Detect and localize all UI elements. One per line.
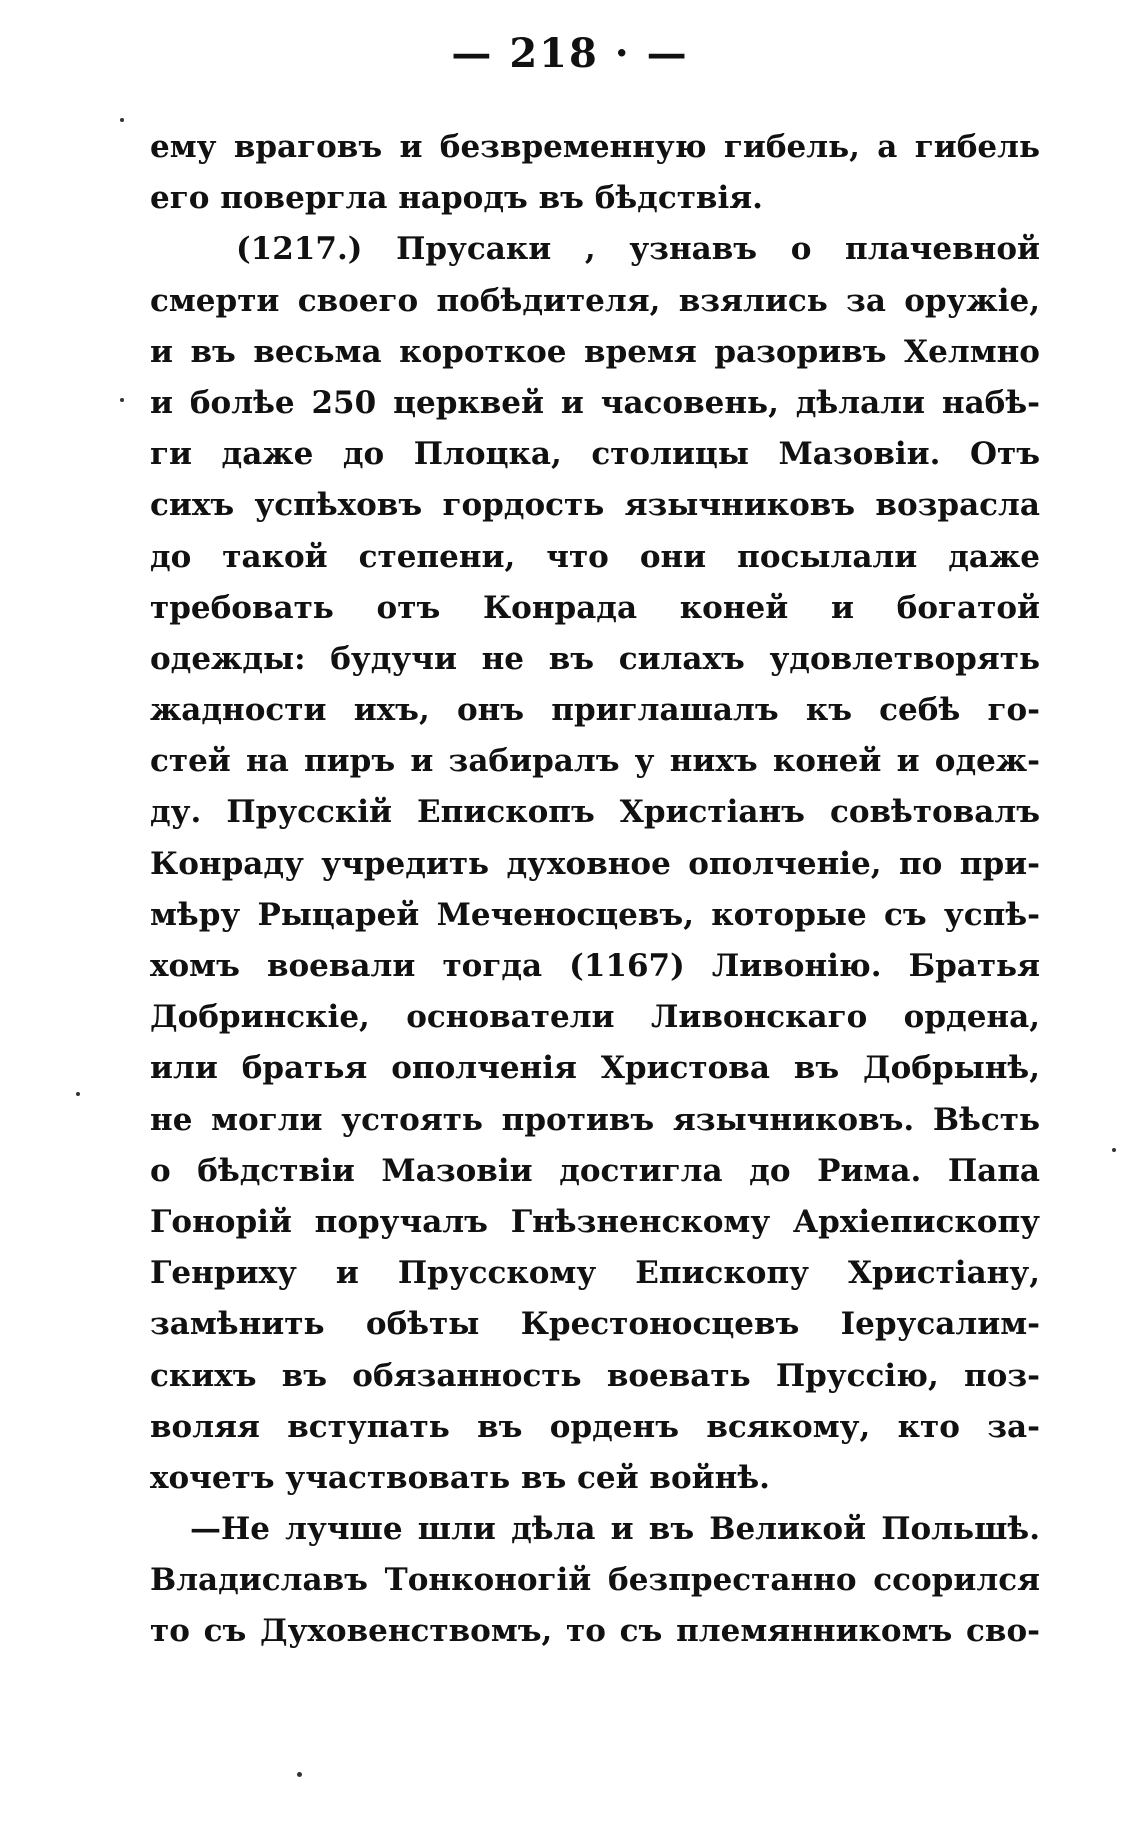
body-text [150,122,1040,1658]
text-line: его повергла народъ въ бѣдствія. [150,180,763,217]
ink-speck [120,398,124,402]
text-line: ему враговъ и безвременную гибель, а гибель [150,129,1040,165]
text-line: Конраду учредить духовное ополченіе, по при- [150,845,1040,882]
text-line: то съ Духовенствомъ, то съ племянникомъ сво- [150,1613,1040,1650]
text-line: о бѣдствіи Мазовіи достигла до Рима. Папа [150,1152,1040,1189]
ink-speck [297,1772,302,1777]
text-line: Генриху и Прусскому Епископу Христіану, [150,1255,1040,1292]
text-line: (1217.) Прусаки , узнавъ о плачевной [236,231,1040,268]
text-line: стей на пиръ и забиралъ у нихъ коней и одеж- [150,743,1040,780]
text-line: воляя вступать въ орденъ всякому, кто за- [150,1408,1040,1445]
ink-speck [76,1092,80,1096]
text-line: ги даже до Плоцка, столицы Мазовіи. Отъ [150,436,1040,473]
text-line: и въ весьма короткое время разоривъ Хелмно [150,333,1040,370]
text-line: Добринскіе, основатели Ливонскаго ордена, [150,999,1040,1036]
text-line: жадности ихъ, онъ приглашалъ къ себѣ го- [150,692,1040,729]
text-line: —Не лучше шли дѣла и въ Великой Польшѣ. [190,1511,1040,1548]
text-line: не могли устоять противъ язычниковъ. Вѣсть [150,1101,1040,1138]
text-line: хомъ воевали тогда (1167) Ливонію. Братья [150,948,1040,984]
text-line: скихъ въ обязанность воевать Пруссію, поз- [150,1357,1040,1394]
text-line: Владиславъ Тонконогій безпрестанно ссорился [150,1562,1040,1599]
text-line: требовать отъ Конрада коней и богатой [150,589,1040,626]
text-line: Гонорій поручалъ Гнѣзненскому Архіепископу [150,1203,1040,1240]
text-line: ду. Прусскій Епископъ Христіанъ совѣтовалъ [150,794,1040,831]
text-line: мѣру Рыцарей Меченосцевъ, которые съ успѣ- [150,896,1040,933]
text-line: хочетъ участвовать въ сей войнѣ. [150,1459,770,1496]
text-line: и болѣе 250 церквей и часовень, дѣлали набѣ- [150,384,1040,421]
page-number: — 218 · — [451,30,689,77]
text-line: сихъ успѣховъ гордость язычниковъ возрасла [150,487,1040,524]
text-line: замѣнить обѣты Крестоносцевъ Іерусалим- [150,1306,1040,1343]
text-line: до такой степени, что они посылали даже [150,538,1040,575]
ink-speck [1112,1148,1116,1152]
text-line: одежды: будучи не въ силахъ удовлетворять [150,640,1040,677]
text-line: смерти своего побѣдителя, взялись за оружіе, [150,282,1040,319]
text-line: или братья ополченія Христова въ Добрынѣ, [150,1050,1040,1087]
ink-speck [120,118,124,122]
